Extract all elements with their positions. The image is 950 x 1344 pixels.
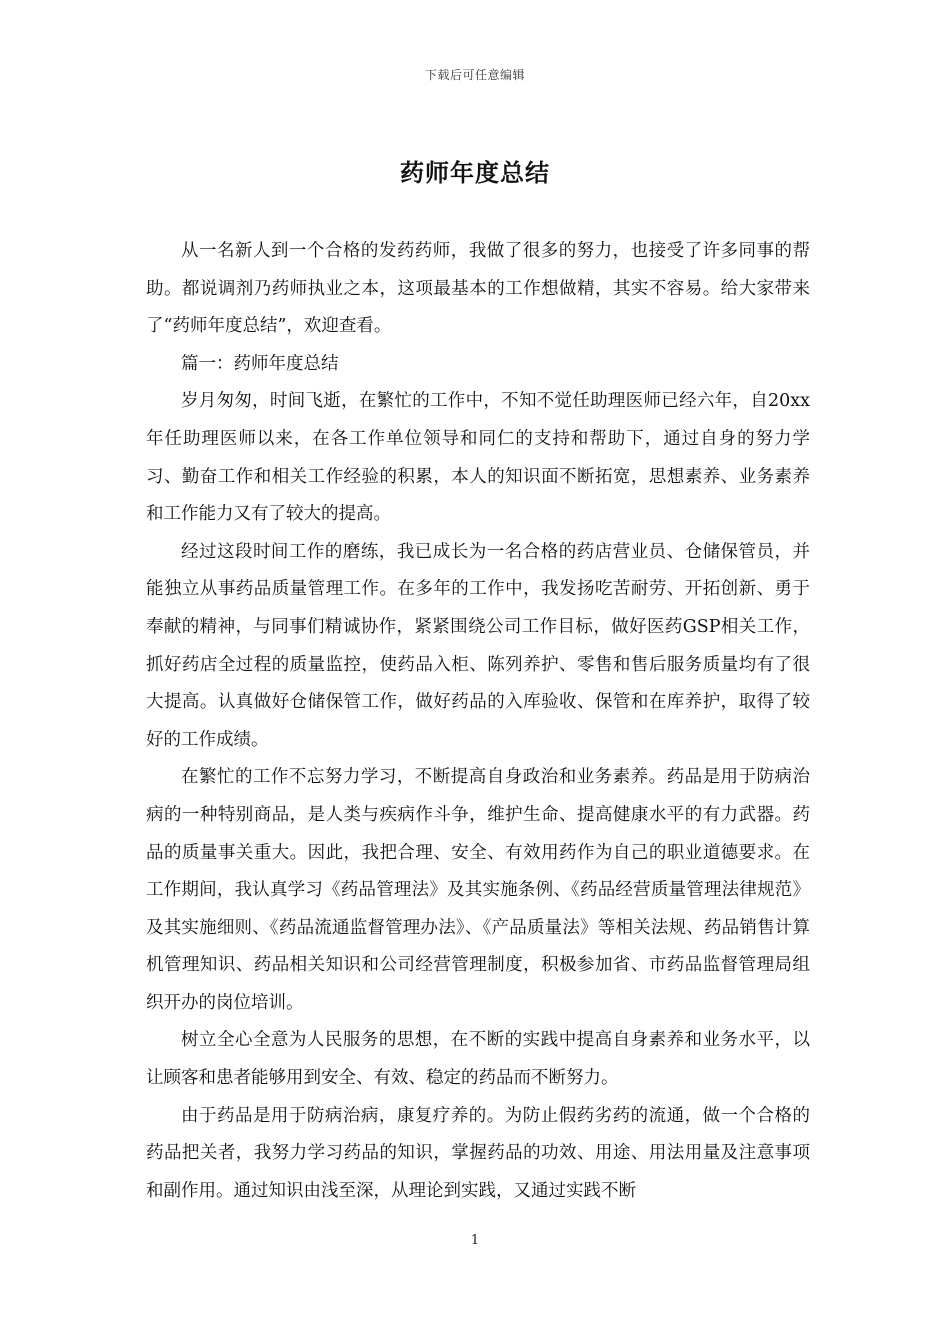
document-title: 药师年度总结 xyxy=(400,158,550,187)
paragraph: 经过这段时间工作的磨练，我已成长为一名合格的药店营业员、仓储保管员，并能独立从事药品质量管理工作。在多年的工作中，我发扬吃苦耐劳、开拓创新、勇于奉献的精神，与同事们精诚协作，紧紧围绕公司工作目标，做好医药GSP相关工作，抓好药店全过程的质量监控，使药品入柜、陈列养护、零售和售后服务质量均有了很大提高。认真做好仓储保管工作，做好药品的入库验收、保管和在库养护，取得了较好的工作成绩。 xyxy=(146,541,810,750)
paragraph-intro: 从一名新人到一个合格的发药药师，我做了很多的努力，也接受了许多同事的帮助。都说调剂乃药师执业之本，这项最基本的工作想做精，其实不容易。给大家带来了“药师年度总结”，欢迎查看。 xyxy=(146,241,810,337)
document-body xyxy=(146,233,810,1210)
page-header-note: 下载后可任意编辑 xyxy=(424,68,525,82)
paragraph: 由于药品是用于防病治病，康复疗养的。为防止假药劣药的流通，做一个合格的药品把关者，我努力学习药品的知识，掌握药品的功效、用途、用法用量及注意事项和副作用。通过知识由浅至深，从理论到实践，又通过实践不断 xyxy=(146,1105,810,1201)
paragraph: 在繁忙的工作不忘努力学习，不断提高自身政治和业务素养。药品是用于防病治病的一种特别商品，是人类与疾病作斗争，维护生命、提高健康水平的有力武器。药品的质量事关重大。因此，我把合理、安全、有效用药作为自己的职业道德要求。在工作期间，我认真学习《药品管理法》及其实施条例、《药品经营质量管理法律规范》及其实施细则、《药品流通监督管理办法》、《产品质量法》等相关法规、药品销售计算机管理知识、药品相关知识和公司经营管理制度，积极参加省、市药品监督管理局组织开办的岗位培训。 xyxy=(146,767,810,1013)
section-heading: 篇一：药师年度总结 xyxy=(181,353,339,374)
page-number: 1 xyxy=(470,1233,480,1248)
paragraph: 树立全心全意为人民服务的思想，在不断的实践中提高自身素养和业务水平，以让顾客和患者能够用到安全、有效、稳定的药品而不断努力。 xyxy=(146,1030,810,1089)
paragraph: 岁月匆匆，时间飞逝，在繁忙的工作中，不知不觉任助理医师已经六年，自20xx年任助理医师以来，在各工作单位领导和同仁的支持和帮助下，通过自身的努力学习、勤奋工作和相关工作经验的积累，本人的知识面不断拓宽，思想素养、业务素养和工作能力又有了较大的提高。 xyxy=(146,391,810,525)
